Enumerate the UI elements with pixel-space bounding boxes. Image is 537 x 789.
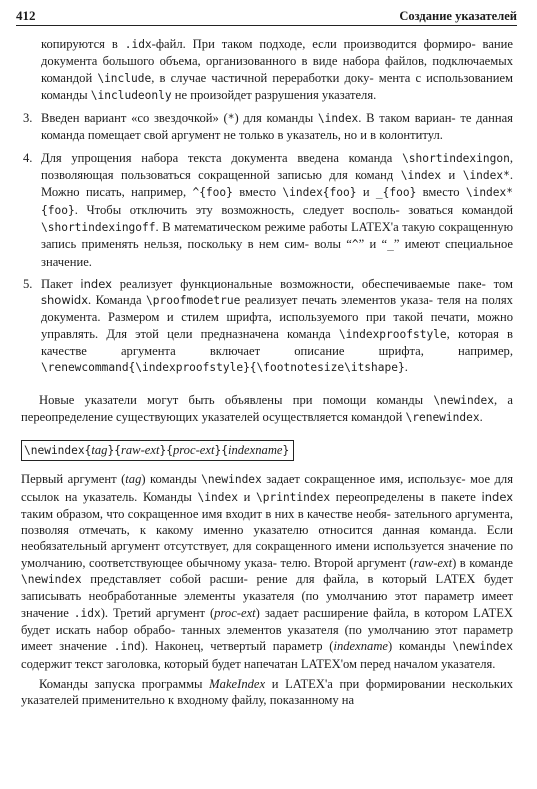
- text: пакете: [441, 489, 482, 504]
- brace: }: [107, 444, 115, 458]
- code: \index: [317, 112, 359, 126]
- text: рение для файла, в который LATEX будет записывать необработанные элементы: [21, 572, 513, 604]
- list-item-4: [21, 150, 513, 270]
- code: \index*: [462, 169, 510, 183]
- text: заголовка, который будет напечатан LATEX'ом перед началом указателя.: [106, 656, 496, 671]
- brace: {: [221, 444, 228, 458]
- text: и: [356, 185, 376, 200]
- syntax-arg-indexname: indexname: [227, 443, 283, 458]
- code: .idx: [124, 38, 152, 51]
- code: \indexproofstyle: [338, 327, 447, 341]
- text: -файл. При таком подходе, если производится формиро-: [151, 37, 476, 51]
- text: . Можно писать, например,: [41, 168, 514, 200]
- paragraph-new-index: [21, 392, 513, 427]
- text: не произойдет разрушения: [171, 87, 319, 102]
- text: танных элементов указателя (по умолчанию этот параметр имеет значение: [21, 622, 513, 654]
- text: мента с использованием команды: [41, 70, 514, 102]
- text: таким образом, что сокращенное имя входит в них в качестве необя-: [21, 506, 391, 521]
- text: Новые указатели могут быть объявлены при помощи команды: [39, 392, 434, 407]
- code: \newindex: [433, 393, 494, 407]
- text: Наконец, четвертый параметр (: [154, 639, 334, 654]
- text: , в случае частичной переработки доку-: [151, 70, 374, 85]
- package-name: showidx: [41, 293, 89, 308]
- code: \includeonly: [90, 88, 172, 102]
- code: \printindex: [256, 490, 331, 504]
- package-name: index: [80, 276, 112, 291]
- page-number: 412: [16, 8, 36, 23]
- text: имени используется значение по умолчанию, соответствующее обычному указа-: [21, 539, 513, 570]
- syntax-box: [21, 440, 294, 461]
- text: ) задает расширение файла, в котором LATEX будет искать набор обрабо-: [21, 605, 513, 637]
- text: ) для команды: [234, 111, 318, 126]
- text: ) команды: [388, 639, 453, 654]
- text: подключаемых командой: [41, 54, 513, 85]
- continuation-paragraph: [21, 36, 513, 104]
- text: те данная команда помещает свой аргумент не только в указатель, но и в: [41, 111, 513, 143]
- syntax-command: \newindex: [24, 444, 85, 458]
- text: зательного аргумента, позволяя отмечать, к какому именно указателю относится: [21, 506, 513, 538]
- page-header: [16, 4, 517, 24]
- italic-term: raw-ext: [413, 555, 453, 570]
- text: ,: [493, 392, 498, 407]
- code: \index: [197, 490, 238, 504]
- item-number: 3.: [23, 111, 33, 126]
- text: ” и “: [358, 237, 388, 252]
- text: реализует функциональные возможности, обеспечиваемые паке-: [111, 276, 486, 291]
- italic-term: MakeIndex: [209, 676, 266, 691]
- text: вместо: [422, 185, 466, 200]
- text: ). Третий аргумент: [100, 605, 206, 620]
- text: и: [237, 489, 256, 504]
- code: *: [227, 112, 235, 126]
- text: , которая в качестве аргумента включает описание шрифта,: [41, 326, 513, 359]
- text: волы “: [314, 237, 352, 252]
- text: вание документа большого объема, организованного в виде набора файлов,: [41, 37, 513, 69]
- code: \newindex: [21, 573, 82, 587]
- header-rule: [16, 25, 517, 26]
- text: представляет собой расши-: [81, 572, 248, 587]
- code: _{foo}: [375, 186, 417, 200]
- text: и LATEX'а при формировании: [265, 676, 446, 691]
- text: копируются в: [41, 37, 125, 51]
- code: \renewcommand{\indexproofstyle}{\footnotesize\itshape}: [41, 361, 405, 375]
- italic-term: proc-ext: [214, 605, 256, 620]
- text: зоваться командой: [408, 202, 513, 217]
- text: Для упрощения набора текста документа введена команда: [41, 150, 403, 165]
- package-name: index: [481, 489, 514, 504]
- brace: }: [282, 444, 290, 458]
- text: . В таком вариан-: [358, 111, 456, 126]
- italic-term: tag: [125, 472, 142, 487]
- code: \newindex: [201, 473, 262, 487]
- text: такой печати, можно управлять. Для этой цели предназначена команда: [41, 310, 513, 341]
- text: указателя (по умолчанию этот параметр имеет значение: [21, 589, 513, 620]
- paragraph-makeindex: [21, 676, 513, 709]
- brace: }: [214, 444, 222, 458]
- paragraph-arguments: [21, 471, 513, 672]
- code: ^{foo}: [192, 186, 233, 200]
- list-item-5: [21, 276, 513, 377]
- text: задает сокращенное имя, использує-: [261, 472, 466, 487]
- brace: {: [114, 444, 121, 458]
- text: ).: [140, 639, 149, 654]
- item-number: 5.: [23, 276, 33, 291]
- code: \newindex: [452, 640, 513, 654]
- code: \index{foo}: [282, 186, 357, 200]
- code: \shortindexingoff: [41, 220, 156, 234]
- brace: }: [159, 444, 167, 458]
- code: \include: [97, 71, 152, 85]
- list-item-3: [21, 110, 513, 144]
- text: мое для ссылок на указатель. Команды: [21, 472, 514, 504]
- text: колонтитул.: [379, 128, 443, 143]
- text: вместо: [232, 185, 283, 200]
- code: _: [387, 238, 394, 252]
- brace: {: [84, 444, 92, 458]
- text: ) команды: [141, 472, 202, 487]
- text: теля на полях документа. Размером и стилем шрифта, используемого при: [41, 293, 513, 325]
- text: а переопределение существующих указателей осуществляется командой: [21, 392, 513, 424]
- code: \index: [400, 169, 442, 183]
- text: ) в команде: [452, 555, 514, 570]
- text: том: [493, 276, 513, 291]
- code: .idx: [73, 606, 101, 620]
- syntax-arg-proc-ext: proc-ext: [172, 443, 215, 458]
- code: .ind: [113, 640, 141, 654]
- text: указателя.: [321, 87, 377, 102]
- syntax-arg-raw-ext: raw-ext: [120, 443, 160, 458]
- text: позволяющая пользоваться сокращенной записью для команд: [41, 168, 401, 183]
- text: телю. Второй аргумент (: [280, 555, 414, 570]
- text: реализует печать элементов указа-: [240, 293, 434, 308]
- text: (: [209, 605, 215, 620]
- text: . В математическом режиме работы: [155, 219, 348, 234]
- text: данная команда. Если необязательный аргумент отсутствует, для сокращенного: [21, 523, 514, 554]
- running-title: Создание указателей: [399, 9, 517, 23]
- syntax-arg-tag: tag: [91, 443, 108, 458]
- text: .: [404, 360, 408, 375]
- italic-term: indexname: [333, 639, 389, 654]
- code: \index*{foo}: [41, 186, 513, 217]
- text: Пакет: [41, 276, 81, 291]
- text: и: [441, 168, 456, 183]
- text: ,: [509, 150, 513, 165]
- text: Первый аргумент (: [21, 472, 126, 487]
- text: Команды запуска программы: [39, 676, 210, 691]
- code: ^: [351, 238, 359, 252]
- text: Введен вариант «со звездочкой» (: [41, 111, 228, 126]
- text: ” имеют специальное значение.: [41, 237, 513, 269]
- text: содержит текст: [21, 656, 103, 671]
- brace: {: [166, 444, 173, 458]
- page-body: [21, 36, 513, 708]
- text: например,: [458, 344, 513, 359]
- code: \shortindexingon: [402, 151, 510, 165]
- syntax-box-wrapper: [21, 440, 513, 461]
- text: LATEX'а такую сокращенную запись применять нельзя, поскольку в нем сим-: [41, 219, 513, 252]
- text: нескольких указателей применительно к входному файлу, показанному на: [21, 676, 514, 708]
- code: \renewindex: [405, 410, 480, 424]
- text: . Чтобы отключить эту возможность, следует восполь-: [74, 202, 400, 217]
- code: \proofmodetrue: [146, 294, 241, 308]
- text: . Команда: [88, 293, 147, 308]
- text: .: [479, 409, 483, 424]
- text: переопределены в: [330, 489, 436, 504]
- item-number: 4.: [23, 150, 33, 165]
